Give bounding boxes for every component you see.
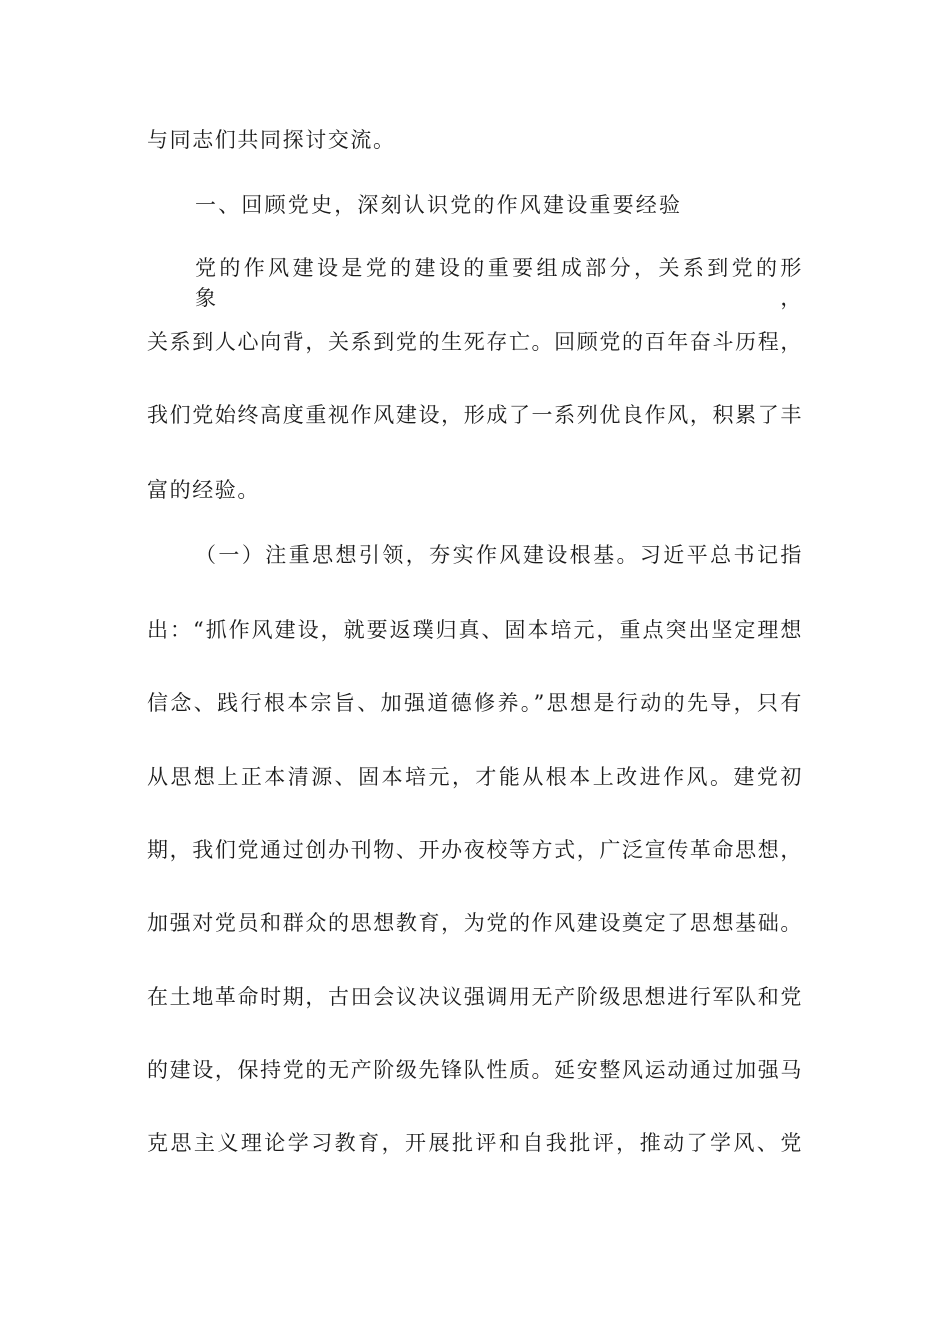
paragraph-line: 期，我们党通过创办刊物、开办夜校等方式，广泛宣传革命思想， (147, 838, 803, 862)
paragraph-line: 在土地革命时期，古田会议决议强调用无产阶级思想进行军队和党 (147, 985, 803, 1009)
paragraph-line: 我们党始终高度重视作风建设，形成了一系列优良作风，积累了丰 (147, 403, 803, 427)
paragraph-line: 克思主义理论学习教育，开展批评和自我批评，推动了学风、党 (147, 1131, 803, 1155)
section-heading: 一、回顾党史，深刻认识党的作风建设重要经验 (195, 193, 683, 217)
subsection-paragraph-line: （一）注重思想引领，夯实作风建设根基。习近平总书记指 (195, 543, 803, 567)
paragraph-line: 信念、践行根本宗旨、加强道德修养。”思想是行动的先导，只有 (147, 691, 803, 715)
paragraph-line: 出：“抓作风建设，就要返璞归真、固本培元，重点突出坚定理想 (147, 618, 803, 642)
paragraph-line: 党的作风建设是党的建设的重要组成部分，关系到党的形象， (195, 256, 803, 310)
paragraph-line: 富的经验。 (147, 478, 260, 502)
paragraph-line: 的建设，保持党的无产阶级先锋队性质。延安整风运动通过加强马 (147, 1058, 803, 1082)
paragraph-line: 加强对党员和群众的思想教育，为党的作风建设奠定了思想基础。 (147, 911, 803, 935)
paragraph-line: 关系到人心向背，关系到党的生死存亡。回顾党的百年奋斗历程， (147, 330, 803, 354)
paragraph-line: 从思想上正本清源、固本培元，才能从根本上改进作风。建党初 (147, 765, 803, 789)
paragraph-continuation-line: 与同志们共同探讨交流。 (147, 128, 396, 152)
